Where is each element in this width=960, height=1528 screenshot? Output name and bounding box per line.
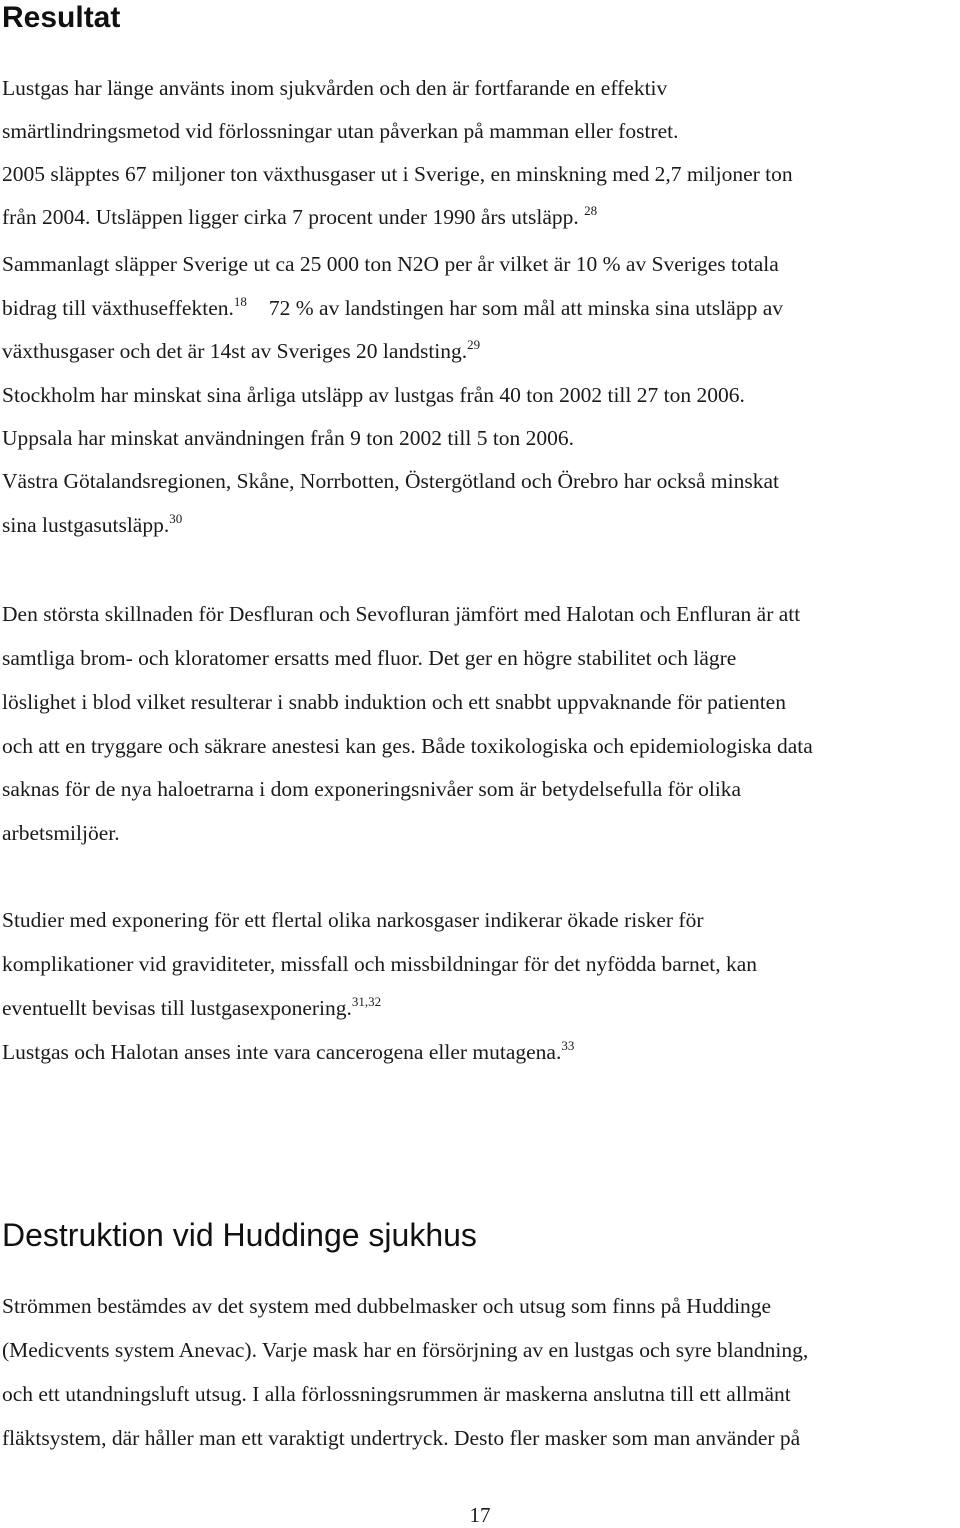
text-line: Lustgas har länge använts inom sjukvården och den är fortfarande en effektiv <box>2 76 668 100</box>
text-line: samtliga brom- och kloratomer ersatts med fluor. Det ger en högre stabilitet och lägre <box>2 646 737 670</box>
footnote-ref: 33 <box>561 1038 575 1053</box>
text-line: saknas för de nya haloetrarna i dom exponeringsnivåer som är betydelsefulla för olika <box>2 777 742 801</box>
text-line: bidrag till växthuseffekten.$^{18}$ 72 % av landstingen har som mål att minska sina utsläpp av <box>2 294 783 320</box>
text-line: Stockholm har minskat sina årliga utsläpp av lustgas från 40 ton 2002 till 27 ton 2006. <box>2 383 745 407</box>
text-line: (Medicvents system Anevac). Varje mask har en försörjning av en lustgas och syre blandning, <box>2 1338 809 1362</box>
footnote-ref: 30 <box>169 511 183 526</box>
heading-destruktion: Destruktion vid Huddinge sjukhus <box>2 1217 477 1253</box>
text-line: löslighet i blod vilket resulterar i snabb induktion och ett snabbt uppvaknande för patienten <box>2 690 786 714</box>
heading-resultat: Resultat <box>2 1 121 34</box>
text-line: Sammanlagt släpper Sverige ut ca 25 000 ton N2O per år vilket är 10 % av Sveriges totala <box>2 252 779 276</box>
text-line: eventuellt bevisas till lustgasexponering.$^{31,32}$ <box>2 994 382 1020</box>
text-line: komplikationer vid graviditeter, missfall och missbildningar för det nyfödda barnet, kan <box>2 952 758 976</box>
page-number: 17 <box>469 1503 491 1527</box>
text-line: Västra Götalandsregionen, Skåne, Norrbotten, Östergötland och Örebro har också minskat <box>2 469 779 493</box>
footnote-ref: 28 <box>584 203 598 218</box>
text-line: och att en tryggare och säkrare anestesi kan ges. Både toxikologiska och epidemiologiska data <box>2 734 813 758</box>
footnote-ref: 18 <box>233 294 247 309</box>
text-line: Uppsala har minskat användningen från 9 ton 2002 till 5 ton 2006. <box>2 426 575 450</box>
text-line: Den största skillnaden för Desfluran och Sevofluran jämfört med Halotan och Enfluran är att <box>2 602 801 626</box>
text-line: sina lustgasutsläpp.$^{30}$ <box>2 511 183 537</box>
text-line: från 2004. Utsläppen ligger cirka 7 procent under 1990 års utsläpp. $^{28}$ <box>2 203 598 229</box>
footnote-ref: 29 <box>467 337 481 352</box>
text-line: smärtlindringsmetod vid förlossningar utan påverkan på mamman eller fostret. <box>2 119 679 143</box>
text-line: och ett utandningsluft utsug. I alla förlossningsrummen är maskerna anslutna till ett allmänt <box>2 1382 791 1406</box>
text-line: fläktsystem, där håller man ett varaktigt undertryck. Desto fler masker som man använder på <box>2 1426 801 1450</box>
text-line: Studier med exponering för ett flertal olika narkosgaser indikerar ökade risker för <box>2 908 704 932</box>
text-line: Strömmen bestämdes av det system med dubbelmasker och utsug som finns på Huddinge <box>2 1294 772 1318</box>
text-line: arbetsmiljöer. <box>2 821 120 845</box>
text-line: Lustgas och Halotan anses inte vara cancerogena eller mutagena.$^{33}$ <box>2 1038 575 1064</box>
footnote-ref: 31,32 <box>351 994 382 1009</box>
text-line: 2005 släpptes 67 miljoner ton växthusgaser ut i Sverige, en minskning med 2,7 miljoner ton <box>2 162 793 186</box>
text-line: växthusgaser och det är 14st av Sveriges 20 landsting.$^{29}$ <box>2 337 481 363</box>
